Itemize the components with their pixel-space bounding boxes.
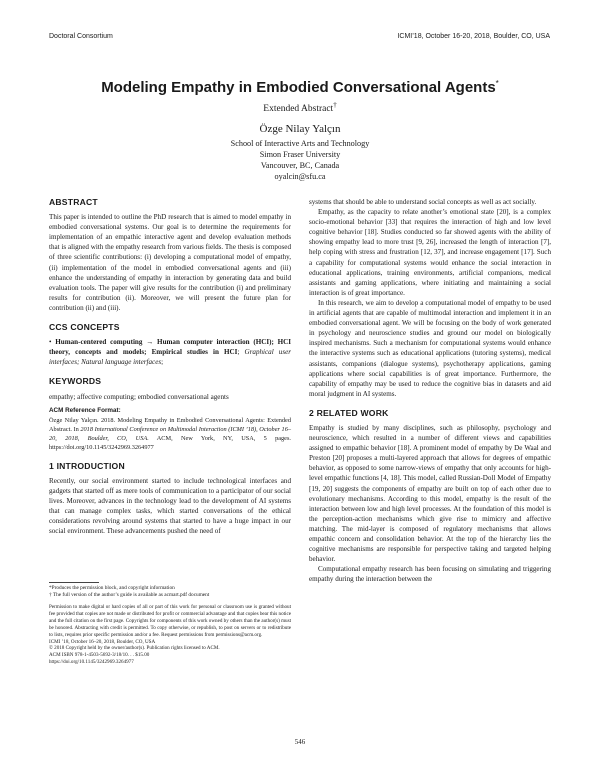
author-affiliation [0,138,600,182]
conference-venue: ICMI ’18, October 16–20, 2018, Boulder, CO, USA [49,638,156,645]
research-aim-paragraph: In this research, we aim to develop a computational model of empathy to be used in artificial agents that are capable of multimodal interaction and implement it in an embodied conversational agent. We will be focusing on the body of work generated in psychology and neuroscience studies and ground our model on biologically inspired mechanisms. Such a mechanism for computational systems would enhance the interactive systems such as educational applications (tutoring systems), medical assistants, companions (dialogue systems), psychotherapy applications, gaming applications where social capabilities is of great importance. Furthermore, the capability of empathy may be used to reduce the cognitive bias in datasets and aid moral judgment in AI systems. [309,298,551,398]
intro-continued: systems that should be able to understand social concepts as well as act socially. [309,198,537,206]
ccs-heading: CCS CONCEPTS [49,322,120,333]
acm-reference-heading: ACM Reference Format: [49,406,121,414]
isbn-line: ACM ISBN 978-1-4503-5692-3/18/10. . . $15.00 [49,652,150,659]
abstract-text: This paper is intended to outline the PhD research that is aimed to model empathy in embodied conversational systems. Our goal is to determine the requirements for implementation of an empathic interactive agent and develop evaluation methods that is aligned with the empathy research from various fields. The thesis is composed of three scientific contributions: (i) developing a computational model of empathy, (ii) implementation of the model in embodied conversational agents and (iii) enhance the understanding of empathy in interaction by generating data and build evaluation tools. The paper will give results for the contribution (i) and preliminary results for contribution (ii). Moreover, we will present the future plan for contribution (ii) and (iii). [49,213,291,312]
acm-reference-text: Özge Nilay Yalçın. 2018. Modeling Empathy in Embodied Conversational Agents: Extended Abstract. In 2018 International Conference on Multimodal Interaction (ICMI ’18), October 16–20, 2018, Boulder, CO, USA. ACM, New York, NY, USA, 5 pages. https://doi.org/10.1145/3242969.3264977 [49,416,291,451]
paper-subtitle: Extended Abstract† [263,101,337,115]
abstract-heading: ABSTRACT [49,197,98,207]
empathy-paragraph: Empathy, as the capacity to relate another’s emotional state [20], is a complex socio-emotional behavior [33] that requires the interaction of high and low level cognitive behavior [18]. Studies conducted so far showed agents with the ability of showing empathy lead to more trust [9, 26], increased the length of interaction [7], help coping with stress and frustration [12, 37], and increase engagement [17]. Such a capability for computational systems would enhance the social interaction in educational applications, training environments, artificial companions, medical assistants and gaming applications, where initiating and maintaining a social interaction is of great importance. [309,208,551,297]
left-column [49,197,291,536]
footnote-2: † The full version of the author’s guide is available as acmart.pdf document [49,592,210,598]
footnote-rule [49,582,99,583]
permission-block [49,604,291,666]
copyright-line: © 2018 Copyright held by the owner/author(s). Publication rights licensed to ACM. [49,645,220,652]
computational-empathy-paragraph: Computational empathy research has been focusing on simulating and triggering empathy during the interaction between the [309,565,551,584]
keywords-heading: KEYWORDS [49,376,102,387]
subtitle-footnote-mark: † [333,101,337,109]
right-column [309,197,551,584]
introduction-text: Recently, our social environment started to include technological interfaces and gadgets that started off as mere tools of communication to a participator of our social lives. Moreover, advances in the technology lead to the development of AI systems that can manage complex tasks, which started conversations of the ethical considerations revolving around systems that started to have a huge impact in our social environment. These advancements pushed the need of [49,476,291,536]
related-work-heading: 2 RELATED WORK [309,407,389,418]
keywords-text: empathy; affective computing; embodied conversational agents [49,392,229,401]
ccs-concepts: • Human-centered computing → Human computer interaction (HCI); HCI theory, concepts and models; Empirical studies in HCI; Graphical user interfaces; Natural language interfaces; [49,338,291,367]
footnotes [49,582,291,599]
running-header-left: Doctoral Consortium [49,33,113,40]
permission-text: Permission to make digital or hard copies of all or part of this work for personal or classroom use is granted without fee provided that copies are not made or distributed for profit or commercial advantage and that copies bear this notice and the full citation on the first page. Copyrights for components of this work owned by others than the author(s) must be honored. Abstracting with credit is permitted. To copy otherwise, or republish, to post on servers or to redistribute to lists, requires prior specific permission and/or a fee. Request permissions from permissions@acm.org. [49,604,291,638]
paper-title: Modeling Empathy in Embodied Conversational Agents* [101,79,499,96]
author-email[interactable]: oyalcin@sfu.ca [274,172,326,181]
footnote-1: *Produces the permission block, and copyright information [49,585,175,591]
doi-link[interactable]: https://doi.org/10.1145/3242969.3264977 [49,659,134,666]
introduction-heading: 1 INTRODUCTION [49,460,125,471]
page-number: 546 [294,738,306,746]
affiliation-location: Vancouver, BC, Canada [260,161,340,170]
affiliation-school: School of Interactive Arts and Technology [230,139,370,148]
ccs-concepts-secondary: Graphical user interfaces; Natural language interfaces [49,348,291,367]
related-work-paragraph: Empathy is studied by many disciplines, such as philosophy, psychology and neuroscience, which resulted in a number of different views and capabilities assigned to empathic behavior [18]. A prominent model of empathy by De Waal and Preston [20] proposes a multi-layered approach that allows for degrees of empathic behavior, as opposed to some narrow-views of empathy that only accounts for high-level empathic functions [4, 18]. This model, called Russian-Doll Model of Empathy [19, 20] suggests the components of empathy are built on top of each other due to evolutionary mechanisms. According to this model, empathy is the result of the interaction between low and high level processes. At the foundation of this model is the perception-action mechanisms which give rise to mimicry and affective matching. The mid-layer is composed of regulatory mechanisms that allows empathic concern and consolidation behavior. At the top of the hierarchy lies the cognitive mechanisms are responsible for perspective taking and targeted helping behavior. [309,423,551,564]
running-header-right: ICMI’18, October 16-20, 2018, Boulder, CO, USA [397,33,550,40]
affiliation-university: Simon Fraser University [259,150,341,159]
author-name: Özge Nilay Yalçın [259,123,341,135]
title-footnote-mark: * [495,79,499,88]
ccs-concepts-primary: Human-centered computing → Human computer interaction (HCI); HCI theory, concepts and models; Empirical studies in HCI [49,338,291,357]
